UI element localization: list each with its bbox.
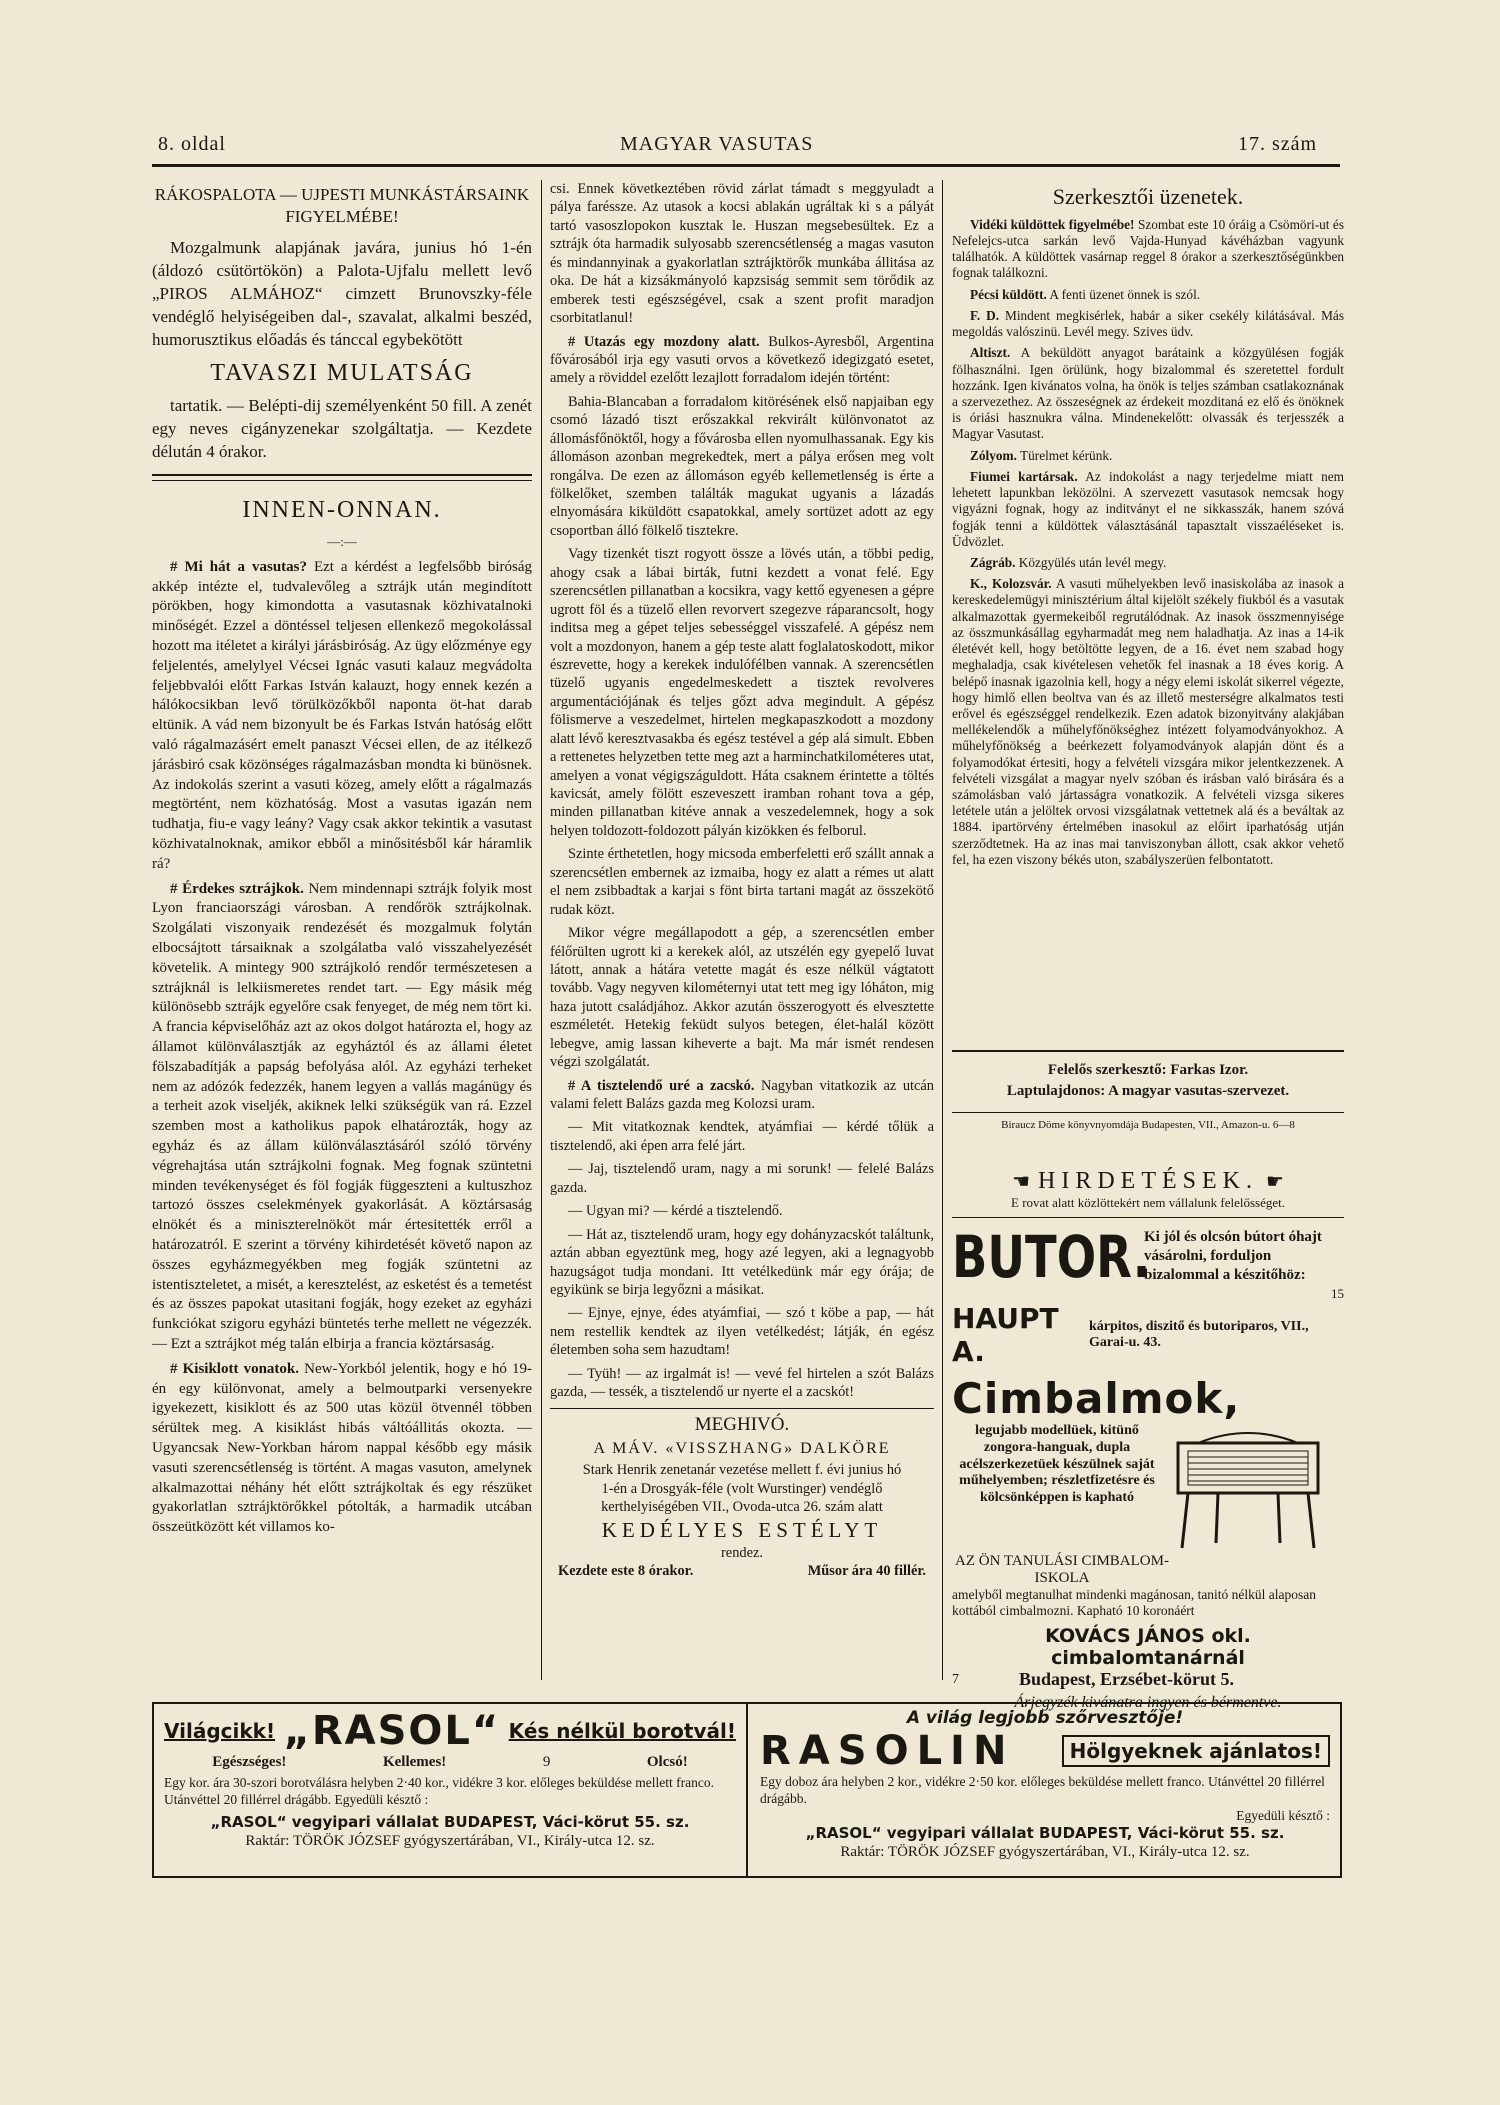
invite-title: MEGHIVÓ. [694,1413,790,1435]
editor-line: Felelős szerkesztő: Farkas Izor. [1047,1062,1249,1078]
article-lead: # Utazás egy mozdony alatt. [568,333,760,350]
issue-number: 17. szám [1238,133,1318,155]
butor-text: Ki jól és olcsón bútort óhajt vásárolni, forduljon bizalommal a készitőhöz: [1144,1229,1322,1283]
message-lead: Fiumei kartársak. [970,468,1078,484]
rasol-text: Egy kor. ára 30-szori borotválásra helyben 2·40 kor., vidékre 3 kor. előleges beküldése mellett franco. Utánvéttel 20 fillérrel drágább. Egyedüli késztő : [164,1775,714,1807]
rasol-tag-left: Világcikk! [164,1719,276,1743]
rasol-logo: „RASOL“ [283,1708,501,1754]
cimbalmok-text: legujabb modellüek, kitünő zongora-hanguak, dupla acélszerkezetüek készülnek saját műhelyemben; részletfizetésre és kölcsönképpen is kapható [959,1423,1155,1506]
rasolin-raktar: Raktár: TÖRÖK JÓZSEF gyógyszertárában, VI., Király-utca 12. sz. [840,1843,1250,1860]
column-1 [152,180,532,1680]
owner-line: Laptulajdonos: A magyar vasutas-szervezet. [1006,1083,1290,1099]
article-body: Nem mindennapi sztrájk folyik most Lyon franciaországi városban. A rendőrök sztrájkolnak. Szolgálati viszonyaik rendezését és mozgalmuk folytán elbocsájtott társaiknak a szolgálatba való visszahelyezését követelik. A mintegy 900 sztrájkoló rendőr természetesen a sztrájknál is lelkiismeretes rendet tart. — Egy másik még különösebb sztrájk egyelőre csak fenyeget, de még nem tört ki. A francia képviselőház azt az okos dolgot határozta el, hogy az államot különválasztják az egyháztól és az állami életet fölszabadítják a papság befolyása alól. Az egyházi terheket nem az adózók fedezzék, hanem legyen a vallás magánügy és a terheit azok viseljék, akiknek lelki szükségük van rá. Ezzel szemben most a katholikus papok elhatározták, hogy az egyház és az állam különválasztásáról szóló törvény végrehajtása után sztrájkolni fognak. Meg fognak szüntetni minden tevékenységet és föl fogják függeszteni a kultuszhoz tartozó összes cselekmények gyakorlását. A köztársaság elnökét és a miniszterelnököt már értesitették erről a határozatról. E szerint a törvény kihirdetését követő napon az összes egyházmegyékben meg fogják szüntetni az istentiszteletet, a misét, a keresztelést, az esketést és a temetést és az összes papokat utasitani fogják, hogy ezeket az egyházi funkciókat szigoru egyházi büntetés terhe mellett ne végezzék. — Ezt a sztrájkot még talán elbirja a francia köztársaság. [152,880,532,1352]
butor-logo: BUTOR. [952,1223,1151,1291]
article-body: csi. Ennek következtében rövid zárlat támadt s meggyuladt a pálya faréssze. Az utasok a kocsi ablakán ugráltak ki s a pályát tartó vasoszlopokon kusztak le. Huszan megsebesültek. Ez a sztrájk óta harmadik sulyosabb szerencsétlenség a magas vasuton és mindannyinak a gyakorlatlan sztrájktörők munkába állitása az oka. De hát a kizsákmányoló kapzsiság semmit sem törődik az emberek testi egészségével, csak a szent profit maradjon csorbitatlanul! [550,181,934,327]
article-lead: # Mi hát a vasutas? [170,558,307,575]
message-body: Közgyülés után levél megy. [1018,554,1167,570]
ad-number: 7 [952,1671,959,1687]
message-lead: Vidéki küldöttek figyelmébe! [970,216,1135,232]
dialogue-line: — Ugyan mi? — kérdé a tisztelendő. [568,1203,783,1220]
ads-heading: HIRDETÉSEK. [1038,1168,1258,1194]
pointing-hand-icon: ☚ [1012,1171,1030,1193]
printer-line: Biraucz Döme könyvnyomdája Budapesten, VII., Amazon-u. 6—8 [952,1112,1344,1131]
column-3 [952,180,1344,1180]
rasolin-maker: „RASOL“ vegyipari vállalat BUDAPEST, Váci-körut 55. sz. [805,1823,1285,1842]
message-body: Türelmet kérünk. [1020,447,1113,463]
cimbalom-school: AZ ÖN TANULÁSI CIMBALOM-ISKOLA [955,1553,1169,1586]
message-body: Mindent megkisérlek, habár a siker csekély kilátásával. Más megoldás valószinü. Levél megy. Szives üdv. [952,307,1344,340]
article-body: Vagy tizenkét tiszt rogyott össze a lövés után, a többi pedig, ahogy csak a lábai birták, futni kezdett a vonat felé. Egy szerencsétlen pillanatban a kocsikra, vagy kettő egyenesen a gépre ugrott föl és a tüzelő ellen revorvert szegezve ráparancsolt, hogy inditsa meg a gépet teljes sebességgel visszafelé. A gépész nem volt a mozdonyon, hanem a gép teste alatt foglalatoskodott, mikor észrevette, hogy a kerekek indulófélben vannak. A szerencsétlen tüzelő ugyanis engedelmeskedett a tisztek revolveres argumentációjának és teljes gőzt adva megindult. A gépész fölismerve a veszedelmet, hirtelen megkapaszkodott a mozdony alatt lévő keresztvasakba és egész testével a gép alá simult. Ebben a rettenetes helyzetben tette meg azt a harminchatkilométeres utat, amelyen a vonat végigszáguldott. Háta csaknem érintette a töltés kavicsát, amely fölött eszeveszett iramban rohant tova a gép, minden pillanatban kitéve annak a veszedelemnek, hogy a sok helyen toldozott-foldozott pályán kizökken és felborul. [550,546,934,839]
rasolin-maker-label: Egyedüli késztő : [1236,1807,1330,1823]
column-divider-2 [942,180,943,1680]
rasol-feature: Egészséges! [212,1754,287,1770]
dialogue-line: — Hát az, tisztelendő uram, hogy egy dohányzacskót találtunk, aztán abban egyeztünk meg, hogy azé legyen, aki a legnagyobb hazugságot tudja mondani. Itt vetélkedünk már egy órája; de egyikünk se birja legyőzni a másikat. [550,1226,934,1298]
notice-body: Mozgalmunk alapjának javára, junius hó 1-én (áldozó csütörtökön) a Palota-Ujfalu mellett levő „PIROS ALMÁHOZ“ cimzett Brunovszky-féle vendéglő helyiségeiben dal-, szavalat, alkalmi beszéd, humorusztikus előadás és tánccal egybekötött [152,237,532,349]
section-title: INNEN-ONNAN. [242,497,442,524]
cimbalom-school-text: amelyből megtanulhat mindenki magánosan, tanitó nélkül alaposan kottából cimbalmozni. Kapható 10 koronáért [952,1587,1317,1619]
price-list-note: Árjegyzék kivánatra ingyen és bérmentve. [1014,1694,1282,1712]
message-body: A beküldött anyagot barátaink a közgyülésen fogják fölhasználni. Igen örülünk, hogy bizalommal és szeretettel fordult hozzánk. Igen kivánatos volna, ha önök is teljes számban csatlakoznának a szervezethez. Az összeségnek az érdekeit mozditaná ez elő és önöknek is óriási hasznukra válna. Mindenekelőtt: olvassák és terjesszék a Magyar Vasutast. [952,345,1344,442]
rasol-feature: Kellemes! [382,1754,447,1770]
invite-event: KEDÉLYES ESTÉLYT [601,1517,883,1542]
rasolin-logo: RASOLIN [760,1728,1015,1774]
dialogue-line: — Ejnye, ejnye, édes atyámfiai, — szó t köbe a pap, — hát nem restellik kendtek az ilyen vetélkedést; látják, én egész életemben soha sem hazudtam! [550,1305,934,1359]
dialogue-line: — Tyüh! — az irgalmát is! — vevé fel hirtelen a szót Balázs gazda, — tessék, a tisztelendő ur nyerte el a zacskót! [550,1365,934,1401]
invite-organizer: A MÁV. «VISSZHANG» DALKÖRE [593,1439,891,1457]
article-body: Mikor végre megállapodott a gép, a szerencsétlen ember félőrülten ugrott ki a kerekek alól, az utszélén egy gyepelő luvat látott, annak a hátára vetette magát és esze nélkül vágtatott tovább. Vagy negyven kilométernyi utat tett meg igy lóháton, mig haza jutott családjához. Akkor azután összerogyott és elvesztette eszméletét. Hetekig feküdt sulyos betegen, élet-halál között lebegve, amig lassan kiheverte a bajt. Ma már ismét rendesen végzi szolgálatát. [550,925,934,1071]
section-mark: —:— [327,533,357,549]
imprint [952,1050,1344,1142]
article-lead: # Kisiklott vonatok. [170,1360,300,1377]
kovacs-address: Budapest, Erzsébet-körut 5. [1019,1669,1234,1690]
invite-body: Stark Henrik zenetanár vezetése mellett f. évi junius hó 1-én a Drosgyák-féle (volt Wurstinger) vendéglő kerthelyiségében VII., Ovoda-utca 26. szám alatt [582,1462,902,1516]
article-body: Nagyban vitatkozik az utcán valami felett Balázs gazda meg Kolozsi uram. [550,1077,934,1112]
message-body: Szombat este 10 óráig a Csömöri-ut és Nefelejcs-utca sarkán levő Vajda-Hunyad kávéházban vagyunk találhatók. A küldöttek vasárnap reggel 8 órakor a szerkesztőségünkben fognak találkozni. [952,216,1344,281]
message-lead: Altiszt. [970,345,1011,361]
article-body: New-Yorkból jelentik, hogy e hó 19-én egy különvonat, amely a belmoutparki versenyekre igyekezett, kisiklott és az 500 utas közül ötvennél többen sérültek meg. A kisiklást hibás váltóállitás okozta. — Ugyancsak New-Yorkban három nappal később egy másik vasuti szerencsétlenség is történt. A magas vasuton, amelynek alkalmazottai néhány hét előtt sztrájkoltak és egy részüket gyakorlatlan sztrájktörőkkel pótolták, a harmadik utcában összeütközött két villamos ko- [152,1360,532,1536]
rasol-feature: Olcsó! [646,1754,688,1770]
newspaper-title: MAGYAR VASUTAS [620,133,814,155]
message-lead: F. D. [970,307,1000,323]
ad-number: 9 [542,1754,551,1770]
header-rule [152,164,1340,167]
article-lead: # Érdekes sztrájkok. [170,880,304,897]
message-body: A vasuti műhelyekben levő inasiskolába az inasok a kereskedelemügyi minisztérium által kijelölt székely fiukból és a vasutak alkalmazottak gyermekeiből regrutálódnak. Az inasok összmennyisége az összmunkásállag egyharmadát meg nem haladhatja. Az inas a 14-ik életévét kell, hogy betöltötte legyen, de a 16. évet nem szabad hogy meghaladja, csak kivételesen vehetők fel inasnak a 18 éves korig. A belépő inasnak igazolnia kell, hogy a négy elemi iskolát sikerrel végezte, hogy himlő ellen beoltva van és az illető mesterségre alkalmatos testi erővel és egészséggel rendelkezik. Ezen adatok bizonyitvány alakjában mellékelendők a műhelyfőnökséghez intézett folyamodványokhoz. A műhelyfőnökség a beérkezett folyamodványok alapján dönt és a folyamodókat értesiti, hogy a felvételi vizsgára mikor jelentkezzenek. A felvételi vizsgálat a magyar nyelv szóban és irásban való birására és a számolásban való jártasságra vonatkozik. A felvételi vizsga sikeres letétele után a jelöltek orvosi vizsgálatnak vettetnek alá és a beváltak az 1884. ipartörvény értelmében inasokul az előirt iparhatóság utján szerződtetnek. Ha az inas mai tanviszonyban állott, csak akkor vehető fel, ha ezen viszony békés uton, szabályszerüen felbontatott. [952,576,1344,867]
rasol-raktar: Raktár: TÖRÖK JÓZSEF gyógyszertárában, VI., Király-utca 12. sz. [245,1832,655,1849]
message-lead: Zágráb. [970,554,1016,570]
divider [152,474,532,481]
event-info: tartatik. — Belépti-dij személyenként 50 fill. A zenét egy neves cigányzenekar szolgáltatja. — Kezdete délután 4 órakor. [152,396,532,462]
article-body: Bahia-Blancaban a forradalom kitörésének első napjaiban egy csomó lázadó tiszt erőszakkal rekvirált különvonatot az állomásfőnöktől, hogy a fővárosba ellen nyomulhassanak. Egy kis állomáson azonban megrekedtek, mert a pálya erősen meg volt rongálva. De ezen az állomáson egyéb kellemetlenség is érte a fölkelőket, szemben találták magukat ugyanis a lázadás elnyomására kiküldött csapatokkal, amely sortüzet adott az egy csoportban álló fölkelő tisztekre. [550,393,934,539]
invite-rendez: rendez. [721,1544,763,1561]
editorial-title: Szerkesztői üzenetek. [1052,184,1244,209]
kovacs-name: KOVÁCS JÁNOS okl. cimbalomtanárnál [1045,1625,1251,1670]
column-2 [550,180,934,1680]
article-body: Szinte érthetetlen, hogy micsoda emberfeletti erő szállt annak a szerencsétlen embernek az izmaiba, hogy ez alatt a rémes ut alatt el nem zsibbadtak a karjai s fönt birta tartani magát az összekötő rudak közt. [550,846,934,918]
rasolin-banner: A világ legjobb szőrvesztője! [906,1708,1184,1728]
cimbalmok-title: Cimbalmok, [952,1374,1241,1423]
ads-section [952,1168,1344,1712]
invite-start: Kezdete este 8 órakor. [558,1562,694,1579]
message-lead: Pécsi küldött. [970,286,1047,302]
cimbalom-illustration [1168,1423,1328,1553]
ad-number: 15 [1331,1286,1344,1301]
message-lead: K., Kolozsvár. [970,576,1052,592]
rasol-tag-right: Kés nélkül borotvál! [508,1719,736,1743]
pointing-hand-icon: ☛ [1265,1171,1284,1193]
rasol-maker: „RASOL“ vegyipari vállalat BUDAPEST, Váci-körut 55. sz. [210,1812,690,1831]
haupt-text: kárpitos, diszitő és butoriparos, VII., Garai-u. 43. [1088,1319,1309,1350]
notice-title: RÁKOSPALOTA — UJPESTI MUNKÁSTÁRSAINK FIGYELMÉBE! [154,185,530,227]
article-body: Bulkos-Ayresből, Argentina fővárosából irja egy vasuti orvos a következő idegizgató esetet, amely a röviddel ezelőtt lezajlott forradalom idején történt: [550,333,934,387]
rasol-ad [152,1702,1342,1878]
ads-disclaimer: E rovat alatt közlöttekért nem vállalunk felelősséget. [952,1195,1344,1218]
message-body: A fenti üzenet önnek is szól. [1049,286,1201,302]
article-body: Ezt a kérdést a legfelsőbb biróság akkép intézte el, tudvalevőleg a sztrájk után megindított pörökben, hogy kimondotta a vasutasnak közhivatalnoki minőségét. Ezzel a döntéssel teljesen ellenkező megokolással hozott ma itéletet a királyi járásbiróság. Az ügy előzménye egy feljelentés, amelylyel Vécsei Ignác vasuti kalauz megvádolta feljebbvalói előtt Farkas István kalauzt, hogy ennek kezén a hálókocsikban levő törülközőkből naponta öt-hat darab eltünik. A vád nem bizonyult be és Farkas István hatóság előtt való rágalmazásért emelt panaszt Vécsei ellen, de az itélkező járásbiró csak közönséges rágalmazásban mondta ki bünösnek. Az indokolás szerint a vasuti közeg, amely előtt a rágalmazás megtörtént, nem közhatóság. Most a vasutas igazán nem tudhatja, fiu-e vagy leány? Vagy csak akkor tekintik a vasutast közhivatalnoknak, amikor ebből a minősitésből kár háramlik rá? [152,558,532,872]
haupt-name: HAUPT A. [952,1302,1059,1368]
invite-price: Műsor ára 40 fillér. [807,1562,926,1579]
rasolin-tag: Hölgyeknek ajánlatos! [1062,1735,1330,1767]
page-number: 8. oldal [158,133,226,155]
dialogue-line: — Mit vitatkoznak kendtek, atyámfiai — kérdé tőlük a tisztelendő, aki épen arra felé járt. [550,1119,934,1154]
rasolin-text: Egy doboz ára helyben 2 kor., vidékre 2·50 kor. előleges beküldése mellett franco. Utánvéttel 20 fillérrel drágább. [760,1774,1325,1806]
dialogue-line: — Jaj, tisztelendő uram, nagy a mi sorunk! — felelé Balázs gazda. [550,1161,934,1196]
column-divider-1 [541,180,542,1680]
message-lead: Zólyom. [970,447,1017,463]
article-lead: # A tisztelendő uré a zacskó. [568,1077,755,1094]
event-title: TAVASZI MULATSÁG [210,359,474,386]
message-body: Az indokolást a nagy terjedelme miatt nem lehetett lapunkban leközölni. A szervezett vasutasok nemcsak hogy vigyázni fognak, hogy az inditványt el ne sikkasszák, hanem szóvá fogják tenni a küldöttek választásánál tapasztalt visszaéléseket is. Üdvözlet. [952,468,1344,549]
